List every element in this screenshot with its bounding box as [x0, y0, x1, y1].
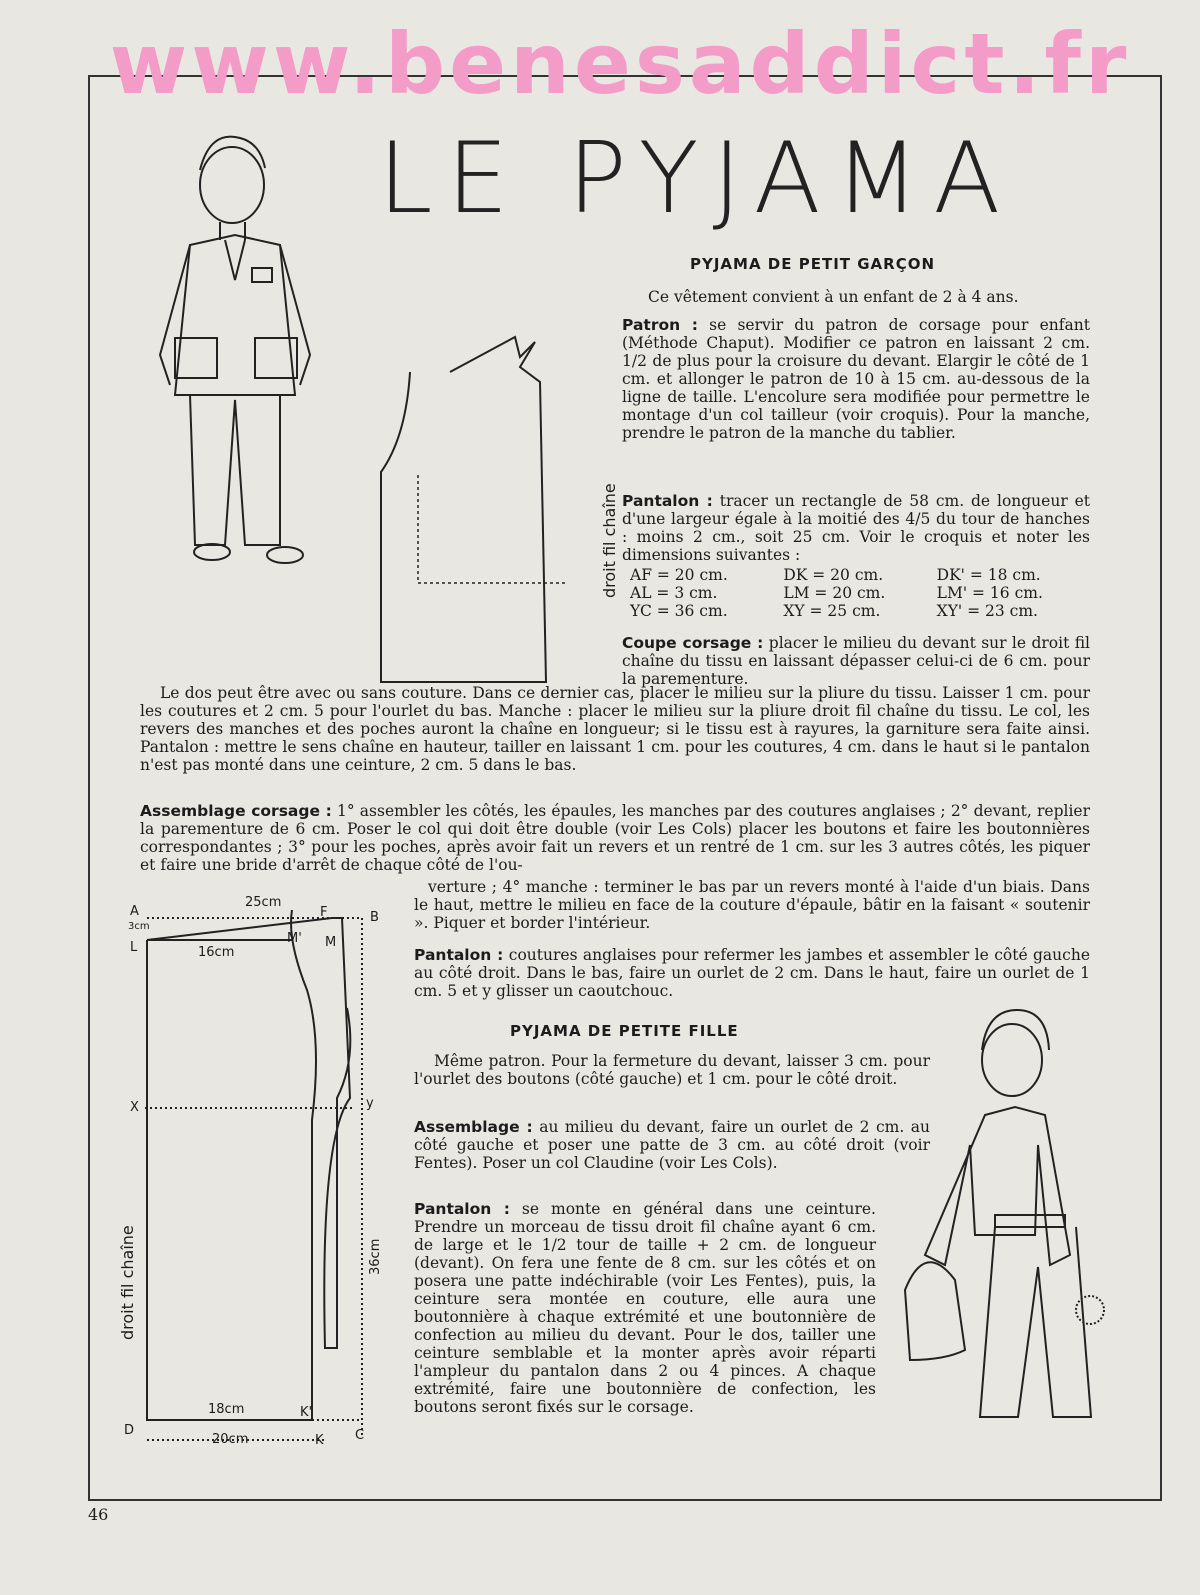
pantalon-label-1: Pantalon : [622, 492, 713, 510]
point-b-label: B [370, 910, 379, 925]
dimension-cell: AF = 20 cm. [630, 566, 728, 584]
girl-illustration [905, 1010, 1104, 1417]
trouser-pattern [145, 910, 362, 1440]
dimension-cell: AL = 3 cm. [630, 584, 718, 602]
assemblage-corsage-label: Assemblage corsage : [140, 802, 332, 820]
measure-36cm: 36cm [368, 1238, 383, 1275]
assemblage-corsage-continued: verture ; 4° manche : terminer le bas par un revers monté à l'aide d'un biais. Dans le haut, mettre le milieu en face de la couture d'épaule, bâtir en la faisant « soutenir ». Piquer et border l'intérieur. [414, 878, 1090, 932]
point-l-label: L [130, 940, 138, 955]
dimension-cell: XY = 25 cm. [783, 602, 881, 620]
measure-25cm: 25cm [245, 895, 282, 910]
point-a-label: A [130, 904, 139, 919]
section-heading-girl: PYJAMA DE PETITE FILLE [510, 1022, 739, 1040]
fille-intro: Même patron. Pour la fermeture du devant, laisser 3 cm. pour l'ourlet des boutons (côté gauche) et 1 cm. pour le côté droit. [414, 1052, 930, 1088]
point-x-label: X [130, 1100, 139, 1115]
dimension-cell: YC = 36 cm. [630, 602, 728, 620]
pantalon-paragraph-2 [414, 946, 1090, 1000]
pantalon-paragraph-3 [414, 1200, 876, 1416]
dimension-cell: LM' = 16 cm. [936, 584, 1043, 602]
dimensions-table [630, 566, 1090, 620]
intro-text: Ce vêtement convient à un enfant de 2 à 4 ans. [648, 288, 1019, 306]
assemblage-fille-text: au milieu du devant, faire un ourlet de 2 cm. au côté gauche et poser une patte de 3 cm. au côté droit (voir Fentes). Poser un col Claudine (voir Les Cols). [414, 1118, 930, 1172]
grain-label-trouser: droit fil chaîne [118, 1225, 137, 1340]
dimensions-row [630, 566, 1090, 584]
patron-paragraph [622, 316, 1090, 442]
point-m-label: M [325, 935, 337, 950]
grain-label-bodice: droit fil chaîne [600, 483, 619, 598]
assemblage-fille-label: Assemblage : [414, 1118, 533, 1136]
boy-illustration [160, 137, 310, 563]
assemblage-fille-paragraph [414, 1118, 930, 1172]
measure-3cm: 3cm [128, 921, 150, 932]
coupe-paragraph [622, 634, 1090, 688]
point-k2-label: K' [300, 1405, 313, 1420]
page-number: 46 [88, 1505, 109, 1524]
pantalon-text-1: tracer un rectangle de 58 cm. de longueur et d'une largeur égale à la moitié des 4/5 du tour de hanches : moins 2 cm., soit 25 cm. Voir le croquis et noter les dimensions suivantes : [622, 492, 1091, 564]
watermark: www.benesaddict.fr [109, 15, 1131, 113]
assemblage-corsage-text-a: 1° assembler les côtés, les épaules, les manches par des coutures anglaises ; 2° devant, replier la parementure de 6 cm. Poser le col qui doit être double (voir Les Cols) placer les boutons et faire les boutonnières correspondantes ; 3° pour les poches, après avoir fait un revers et un rentré de 1 cm. sur les 3 autres côtés, les piquer et faire une bride d'arrêt de chaque côté de l'ou- [140, 802, 1091, 874]
measure-20cm: 20cm [212, 1432, 249, 1447]
section-heading-boy: PYJAMA DE PETIT GARÇON [690, 255, 936, 273]
assemblage-corsage-paragraph [140, 802, 1090, 874]
dimension-cell: DK' = 18 cm. [936, 566, 1041, 584]
pantalon-label-2: Pantalon : [414, 946, 504, 964]
page-title: LE PYJAMA [378, 122, 1015, 236]
dimension-cell: DK = 20 cm. [783, 566, 884, 584]
dimensions-row [630, 602, 1090, 620]
dos-paragraph: Le dos peut être avec ou sans couture. Dans ce dernier cas, placer le milieu sur la pliure du tissu. Laisser 1 cm. pour les coutures et 2 cm. 5 pour l'ourlet du bas. Manche : placer le milieu sur la pliure droit fil chaîne du tissu. Le col, les revers des manches et des poches auront la chaîne en longueur; si le tissu est à rayures, la garniture sera faite ainsi. Pantalon : mettre le sens chaîne en hauteur, tailler en laissant 1 cm. pour les coutures, 4 cm. dans le haut si le pantalon n'est pas monté dans une ceinture, 2 cm. 5 dans le bas. [140, 684, 1090, 774]
bodice-pattern [381, 337, 566, 682]
patron-text: se servir du patron de corsage pour enfant (Méthode Chaput). Modifier ce patron en laissant 2 cm. 1/2 de plus pour la croisure du devant. Elargir le côté de 1 cm. et allonger le patron de 10 à 15 cm. au-dessous de la ligne de taille. L'encolure sera modifiée pour permettre le montage d'un col tailleur (voir croquis). Pour la manche, prendre le patron de la manche du tablier. [622, 316, 1090, 442]
measure-16cm: 16cm [198, 945, 235, 960]
coupe-text: placer le milieu du devant sur le droit fil chaîne du tissu en laissant dépasser celui-ci de 6 cm. pour la parementure. [622, 634, 1090, 688]
point-d-label: D [124, 1423, 135, 1438]
pantalon-text-2: coutures anglaises pour refermer les jambes et assembler le côté gauche au côté droit. Dans le bas, faire un ourlet de 2 cm. Dans le haut, faire un ourlet de 1 cm. 5 et y glisser un caoutchouc. [414, 946, 1090, 1000]
point-y-label: y [366, 1096, 374, 1111]
point-m2-label: M' [287, 931, 302, 946]
point-f-label: F [320, 905, 328, 920]
pantalon-text-3: se monte en général dans une ceinture. Prendre un morceau de tissu droit fil chaîne ayant 6 cm. de large et le 1/2 tour de taille + 2 cm. de longueur (devant). On fera une fente de 8 cm. sur les côtés et on posera une patte indéchirable (voir Les Fentes), puis, la ceinture sera montée en couture, elle aura une boutonnière à chaque extrémité et une boutonnière de confection au milieu du devant. Pour le dos, tailler une ceinture semblable et la monter après avoir réparti l'ampleur du pantalon dans 2 ou 4 pinces. A chaque extrémité, faire une boutonnière de confection, les boutons seront fixés sur le corsage. [414, 1200, 876, 1416]
coupe-label: Coupe corsage : [622, 634, 764, 652]
point-c-label: C [355, 1428, 365, 1443]
dimension-cell: LM = 20 cm. [783, 584, 886, 602]
pantalon-paragraph-1 [622, 492, 1090, 564]
point-k-label: K [315, 1433, 324, 1448]
measure-18cm: 18cm [208, 1402, 245, 1417]
dimensions-row [630, 584, 1090, 602]
pantalon-label-3: Pantalon : [414, 1200, 510, 1218]
dimension-cell: XY' = 23 cm. [936, 602, 1038, 620]
patron-label: Patron : [622, 316, 698, 334]
